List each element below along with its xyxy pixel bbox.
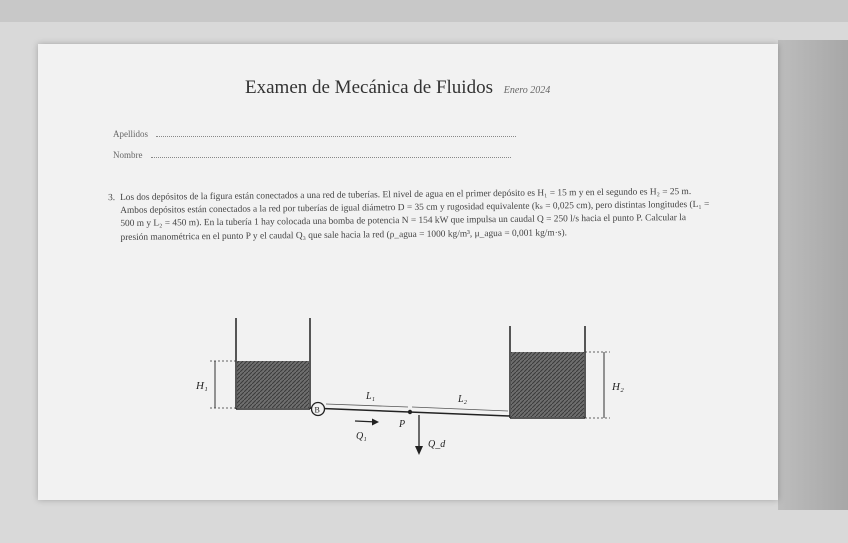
apellidos-label: Apellidos [113,129,148,139]
h2-dimension [585,352,610,418]
point-p-label: P [399,419,406,430]
l2-dimension [412,407,508,411]
tank-1 [236,318,310,409]
exam-title-text: Examen de Mecánica de Fluidos [245,77,493,98]
l1-dimension [326,404,408,407]
qd-arrow [415,415,423,455]
tank-2-water [511,352,584,417]
l1-label: L₁ [366,391,376,402]
h1-dimension [210,361,236,408]
problem-text: Los dos depósitos de la figura están conectados a una red de tuberías. El nivel de agua en el primer depósito es H₁ = 15 m y en el segundo es H₂ = 25 m. Ambos depósitos están conectados a la red por tuberías de igual diámetro D = 35 cm y rugosidad equivalente (kₛ = 0,025 cm), pero distintas longitudes (L₁ = 500 m y L₂ = 450 m). En la tubería 1 hay colocada una bomba de potencia N = 154 kW que impulsa un caudal Q = 250 l/s hacia el punto P. Calcular la presión manométrica en el punto P y el caudal Q₃ que sale hacia la red (ρ_agua = 1000 kg/m³, μ_agua = 0,001 kg/m·s). [120,187,710,243]
tank-1-water [237,361,309,408]
exam-date: Enero 2024 [503,85,551,96]
tank-2 [510,326,585,418]
h2-label: H₂ [612,381,624,393]
nombre-label: Nombre [113,150,143,160]
problem-number: 3. [108,193,116,204]
l2-label: L₂ [458,394,468,405]
q1-label: Q₁ [356,431,367,442]
qd-label: Q_d [428,439,446,450]
h1-label: H₁ [196,380,208,392]
pump-label: B [314,405,320,415]
point-p-marker [408,410,412,414]
q1-arrow [355,419,379,426]
